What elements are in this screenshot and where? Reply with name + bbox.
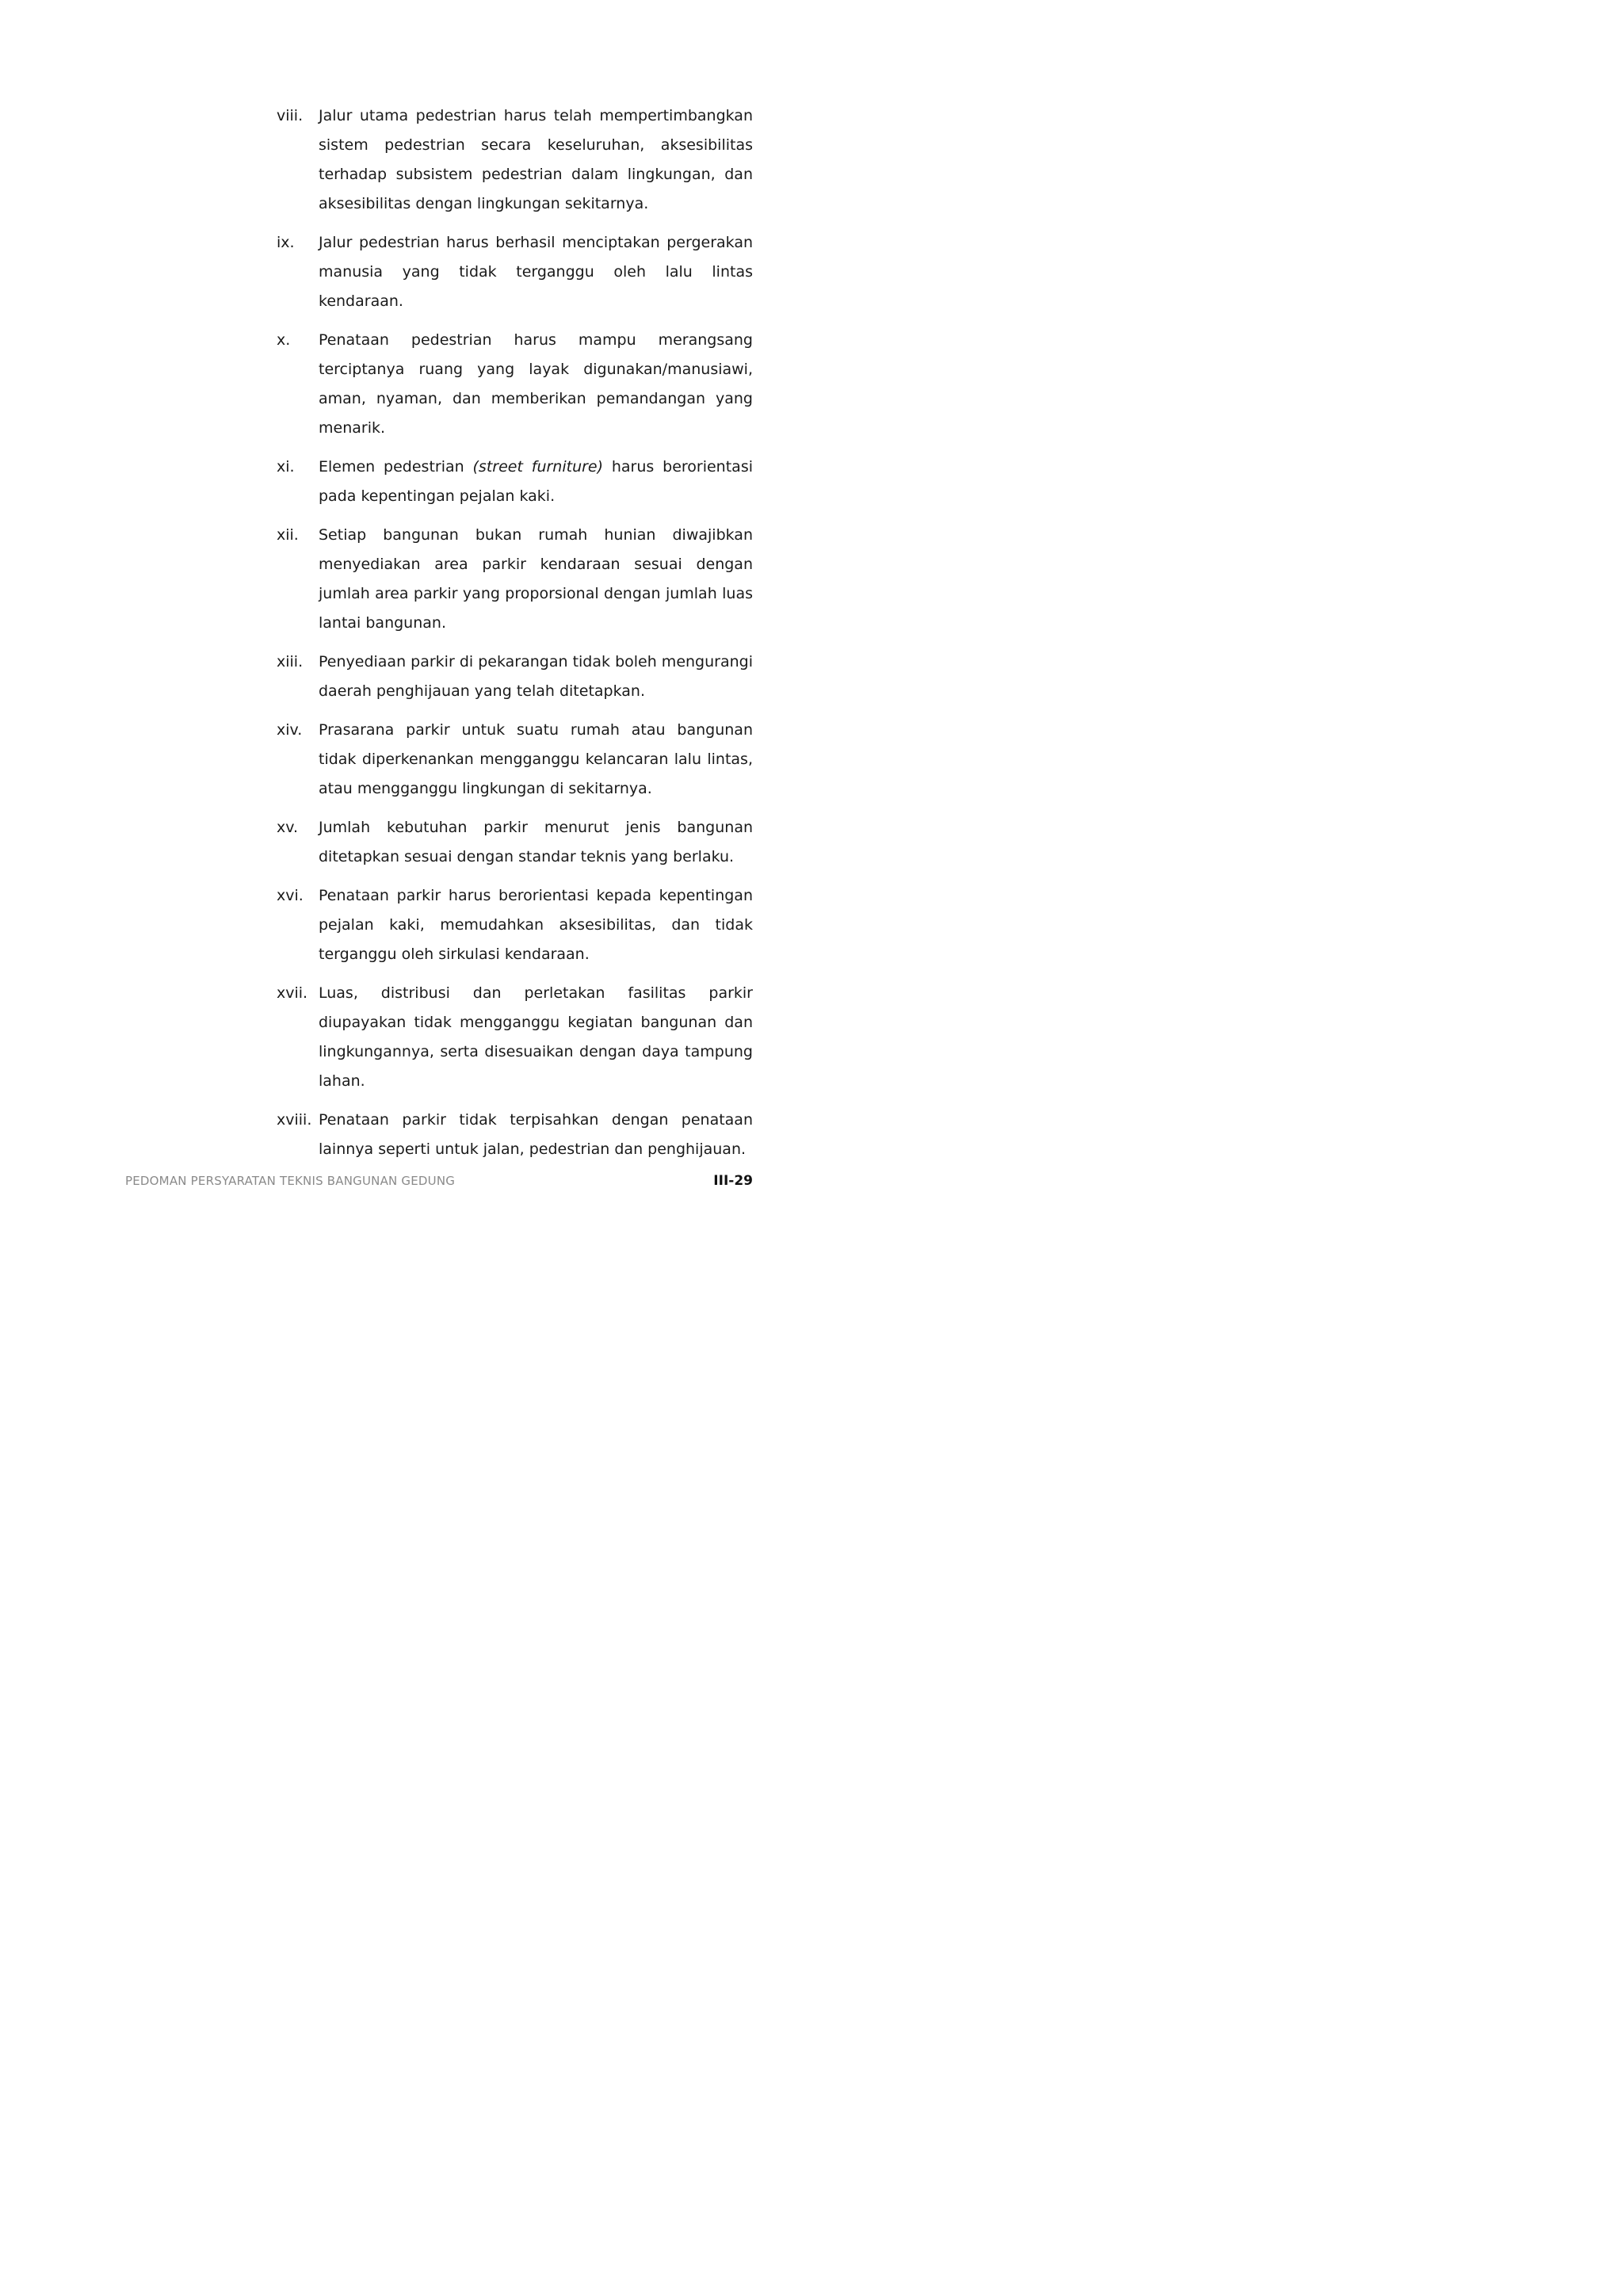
requirements-list	[277, 101, 753, 1174]
item-numeral: ix.	[277, 234, 295, 251]
list-item	[277, 979, 753, 1096]
list-item	[277, 648, 753, 706]
list-item	[277, 813, 753, 872]
item-text: Luas, distribusi dan perletakan fasilitas parkir diupayakan tidak mengganggu kegiatan bangunan dan lingkungannya, serta disesuaikan dengan daya tampung lahan.	[319, 984, 753, 1090]
list-item	[277, 326, 753, 443]
item-text: Penataan parkir tidak terpisahkan dengan penataan lainnya seperti untuk jalan, pedestrian dan penghijauan.	[319, 1111, 753, 1158]
list-item	[277, 521, 753, 638]
item-text-part: harus berorientasi pada kepentingan pejalan kaki.	[319, 458, 753, 505]
page-number: III-29	[713, 1173, 753, 1189]
item-text: Penataan parkir harus berorientasi kepada kepentingan pejalan kaki, memudahkan aksesibilitas, dan tidak terganggu oleh sirkulasi kendaraan.	[319, 887, 753, 963]
item-text: Jumlah kebutuhan parkir menurut jenis bangunan ditetapkan sesuai dengan standar teknis yang berlaku.	[319, 819, 753, 865]
item-text: Jalur utama pedestrian harus telah mempertimbangkan sistem pedestrian secara keseluruhan, aksesibilitas terhadap subsistem pedestrian dalam lingkungan, dan aksesibilitas dengan lingkungan sekitarnya.	[319, 107, 753, 212]
item-text: Prasarana parkir untuk suatu rumah atau bangunan tidak diperkenankan mengganggu kelancaran lalu lintas, atau mengganggu lingkungan di sekitarnya.	[319, 721, 753, 797]
list-item	[277, 881, 753, 969]
page-footer	[125, 1173, 753, 1189]
item-text: Penataan pedestrian harus mampu merangsang terciptanya ruang yang layak digunakan/manusiawi, aman, nyaman, dan memberikan pemandangan yang menarik.	[319, 331, 753, 437]
item-numeral: xviii.	[277, 1111, 312, 1129]
list-item	[277, 101, 753, 219]
item-numeral: xvii.	[277, 984, 308, 1002]
item-text-part: Elemen pedestrian	[319, 458, 473, 476]
item-numeral: x.	[277, 331, 291, 349]
item-numeral: xiv.	[277, 721, 303, 739]
footer-title: PEDOMAN PERSYARATAN TEKNIS BANGUNAN GEDUNG	[125, 1174, 456, 1188]
item-text: Jalur pedestrian harus berhasil menciptakan pergerakan manusia yang tidak terganggu oleh lalu lintas kendaraan.	[319, 234, 753, 310]
document-page	[0, 0, 872, 1233]
list-item	[277, 453, 753, 511]
italic-term: (street furniture)	[472, 458, 604, 476]
item-numeral: xi.	[277, 458, 295, 476]
item-text	[319, 453, 753, 511]
item-text: Penyediaan parkir di pekarangan tidak boleh mengurangi daerah penghijauan yang telah ditetapkan.	[319, 653, 753, 700]
item-numeral: xii.	[277, 526, 299, 544]
list-item	[277, 1106, 753, 1164]
item-numeral: viii.	[277, 107, 304, 124]
item-numeral: xvi.	[277, 887, 304, 904]
list-item	[277, 228, 753, 316]
item-numeral: xv.	[277, 819, 299, 836]
item-numeral: xiii.	[277, 653, 304, 670]
item-text: Setiap bangunan bukan rumah hunian diwajibkan menyediakan area parkir kendaraan sesuai dengan jumlah area parkir yang proporsional dengan jumlah luas lantai bangunan.	[319, 526, 753, 632]
list-item	[277, 716, 753, 804]
